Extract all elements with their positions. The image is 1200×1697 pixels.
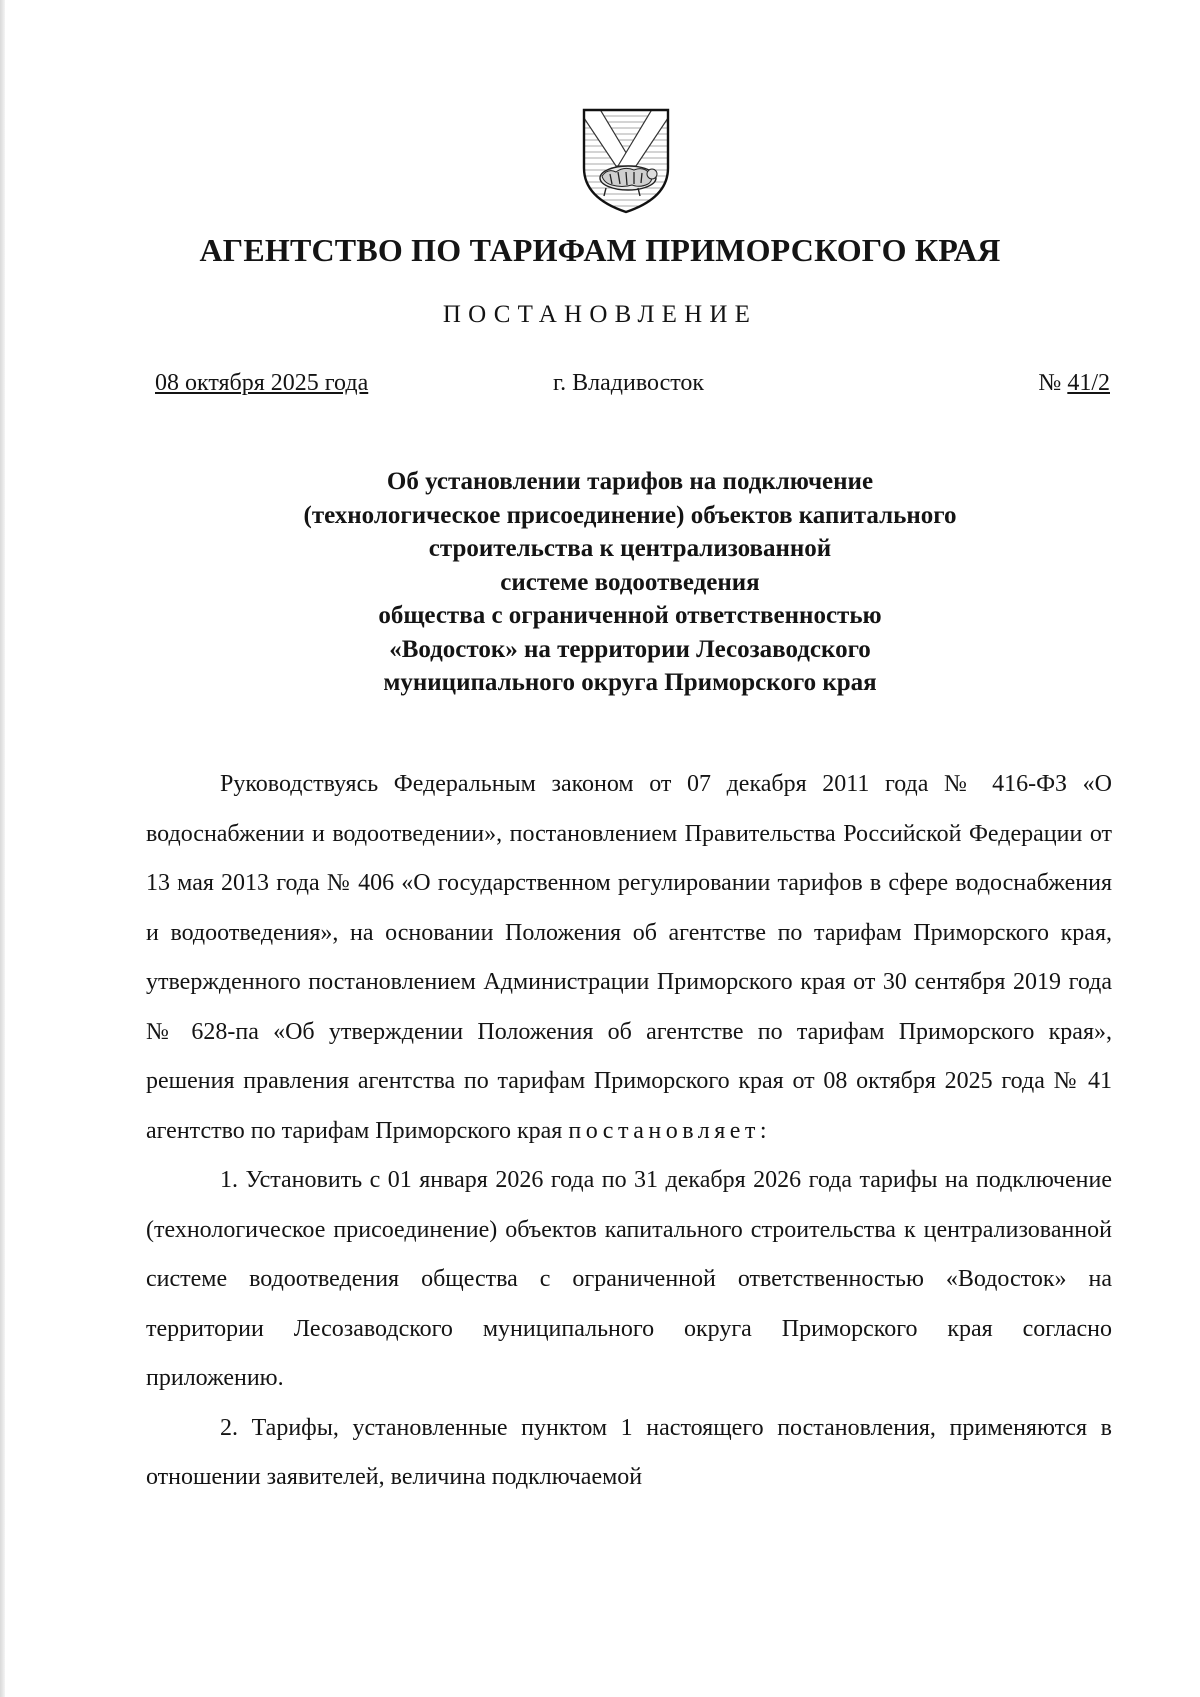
title-line: Об установлении тарифов на подключение [386, 468, 874, 495]
agency-name: АГЕНТСТВО ПО ТАРИФАМ ПРИМОРСКОГО КРАЯ [199, 232, 1001, 268]
number-prefix: № [1038, 370, 1062, 396]
item-2-paragraph: 2. Тарифы, установленные пунктом 1 настоящего постановления, применяются в отношении заявителей, величина подключаемой [146, 1414, 1112, 1490]
title-line: «Водосток» на территории Лесозаводского [389, 635, 871, 663]
document-type: ПОСТАНОВЛЕНИЕ [442, 301, 758, 328]
title-line: муниципального округа Приморского края [383, 669, 877, 696]
preamble-text: Руководствуясь Федеральным законом от 07 декабря 2011 года № 416-ФЗ «О водоснабжении и водоотведении», постановлением Правительства Российской Федерации от 13 мая 2013 года № 406 «О государственном регулировании тарифов в сфере водоснабжения и водоотведения», на основании Положения об агентстве по тарифам Приморского края, утвержденного постановлением Администрации Приморского края от 30 сентября 2019 года № 628-па «Об утверждении Положения об агентстве по тарифам Приморского края», решения правления агентства по тарифам Приморского края от 08 октября 2025 года № 41 агентство по тарифам Приморского края [146, 771, 1112, 1144]
title-line: строительства к централизованной [428, 535, 832, 562]
document-date: 08 октября 2025 года [155, 370, 369, 396]
preamble-decree-word: постановляет: [568, 1117, 772, 1144]
document-title [140, 465, 1120, 700]
document-body [146, 760, 1112, 1503]
document-city: г. Владивосток [553, 370, 705, 396]
document-number [1038, 370, 1110, 397]
number-value: 41/2 [1067, 370, 1110, 396]
title-line: (технологическое присоединение) объектов капитального [303, 501, 957, 529]
title-line: системе водоотведения [500, 568, 760, 596]
primorsky-krai-coat-of-arms-icon [576, 106, 676, 216]
preamble-paragraph [146, 760, 1112, 1156]
item-1-paragraph: 1. Установить с 01 января 2026 года по 31 декабря 2026 года тарифы на подключение (технологическое присоединение) объектов капитального строительства к централизованной системе водоотведения общества с ограниченной ответственностью «Водосток» на территории Лесозаводского муниципального округа Приморского края согласно приложению. [146, 1167, 1112, 1391]
title-line: общества с ограниченной ответственностью [378, 602, 882, 629]
